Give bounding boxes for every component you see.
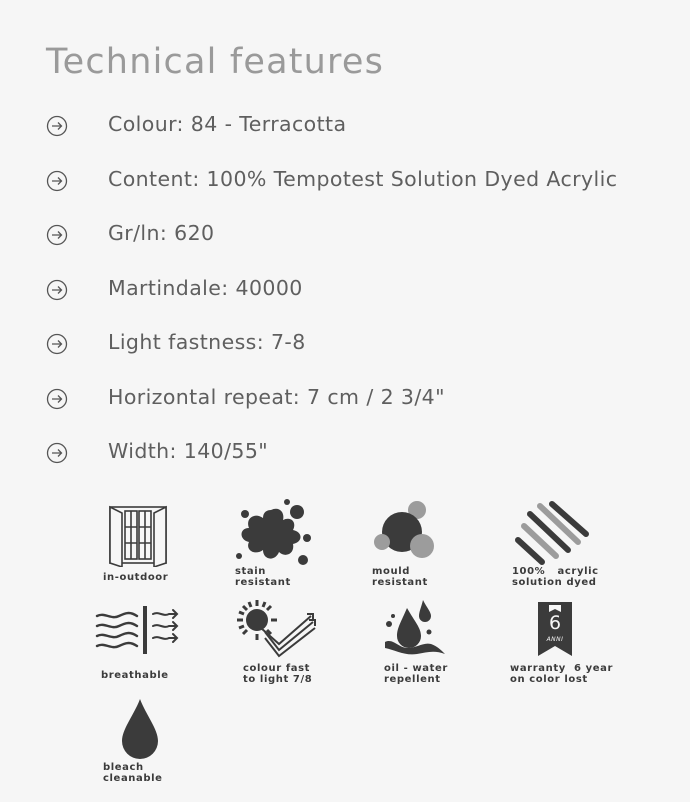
warranty-label: warranty 6 year bbox=[510, 663, 613, 674]
feature-text: Colour: 84 - Terracotta bbox=[108, 112, 347, 136]
acrylic-label: solution dyed bbox=[512, 577, 597, 588]
acrylic-fibers-icon bbox=[512, 500, 592, 566]
colour-fast-icon bbox=[235, 598, 319, 658]
warranty-badge-number: 6 bbox=[548, 612, 562, 634]
breathable-icon bbox=[93, 604, 185, 654]
warranty-badge-unit: ANNI bbox=[546, 636, 564, 643]
feature-item-martindale bbox=[46, 274, 686, 329]
mould-resistant-label: resistant bbox=[372, 577, 428, 588]
colour-fast-label: to light 7/8 bbox=[243, 674, 313, 685]
stain-resistant-label: resistant bbox=[235, 577, 291, 588]
oil-water-repellent-icon bbox=[383, 598, 449, 658]
oil-water-label: oil - water bbox=[384, 663, 448, 674]
circle-arrow-right-icon bbox=[46, 115, 68, 137]
feature-item-content bbox=[46, 165, 686, 220]
page-title: Technical features bbox=[46, 42, 385, 82]
acrylic-label: 100% acrylic bbox=[512, 566, 599, 577]
feature-item-light-fastness bbox=[46, 328, 686, 383]
mould-resistant-label: mould bbox=[372, 566, 410, 577]
circle-arrow-right-icon bbox=[46, 333, 68, 355]
feature-item-width bbox=[46, 437, 686, 492]
stain-resistant-label: stain bbox=[235, 566, 267, 577]
feature-text: Light fastness: 7-8 bbox=[108, 330, 306, 354]
feature-item-colour bbox=[46, 110, 686, 165]
in-outdoor-icon bbox=[108, 505, 168, 567]
circle-arrow-right-icon bbox=[46, 224, 68, 246]
circle-arrow-right-icon bbox=[46, 442, 68, 464]
circle-arrow-right-icon bbox=[46, 170, 68, 192]
bleach-cleanable-icon bbox=[120, 697, 160, 759]
feature-text: Martindale: 40000 bbox=[108, 275, 303, 300]
feature-item-weight bbox=[46, 219, 686, 274]
bleach-label: cleanable bbox=[103, 773, 163, 784]
breathable-label: breathable bbox=[101, 670, 169, 681]
bleach-label: bleach bbox=[103, 762, 144, 773]
feature-text: Gr/ln: 620 bbox=[108, 221, 215, 245]
colour-fast-label: colour fast bbox=[243, 663, 311, 674]
feature-text: Content: 100% Tempotest Solution Dyed Acrylic bbox=[108, 166, 618, 191]
feature-text: Horizontal repeat: 7 cm / 2 3/4" bbox=[108, 384, 445, 409]
warranty-label: on color lost bbox=[510, 674, 588, 685]
circle-arrow-right-icon bbox=[46, 388, 68, 410]
feature-text: Width: 140/55" bbox=[108, 439, 269, 463]
circle-arrow-right-icon bbox=[46, 279, 68, 301]
feature-item-horizontal-repeat bbox=[46, 383, 686, 438]
stain-resistant-icon bbox=[233, 498, 317, 568]
warranty-icon bbox=[536, 600, 574, 658]
in-outdoor-label: in-outdoor bbox=[103, 572, 169, 583]
mould-resistant-icon bbox=[372, 500, 438, 560]
oil-water-label: repellent bbox=[384, 674, 441, 685]
feature-list bbox=[46, 110, 686, 492]
